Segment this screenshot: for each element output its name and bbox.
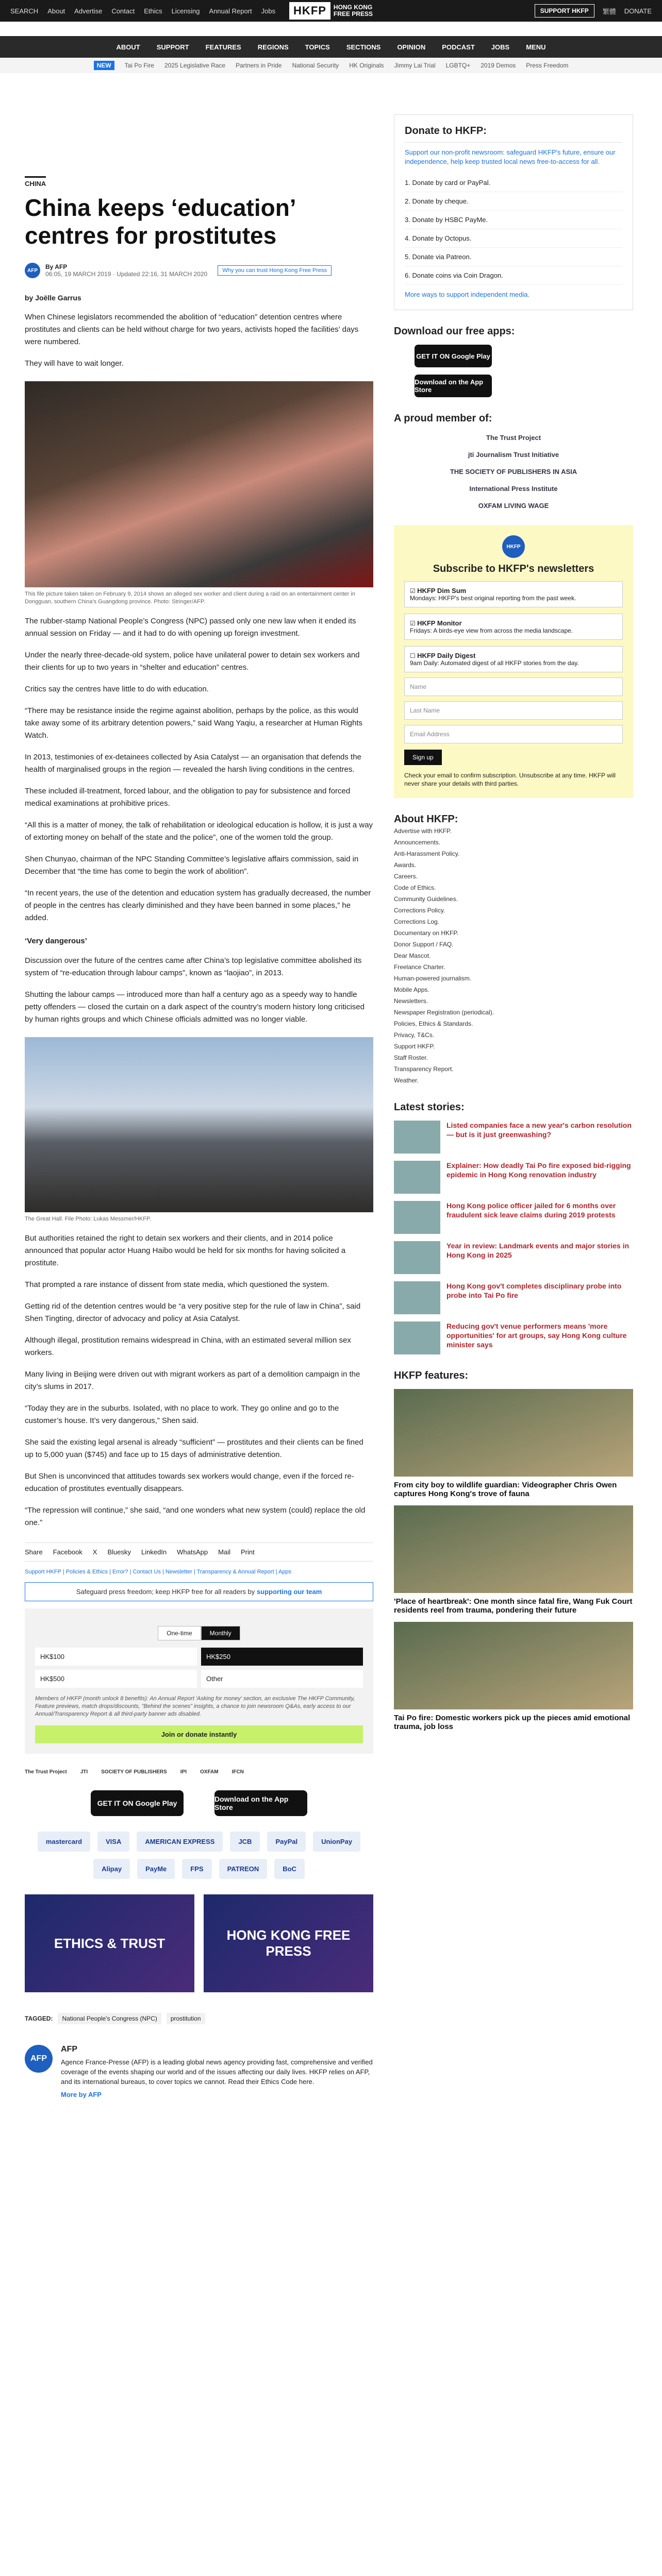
about-link[interactable]: Support HKFP.: [394, 1043, 435, 1050]
top-link-6[interactable]: Jobs: [261, 7, 276, 15]
nav-item-menu[interactable]: MENU: [526, 43, 546, 51]
paragraph: “There may be resistance inside the regime against abolition, perhaps by the police, as this would take away some of its arbitrary detention powers,” said Wang Yaqiu, a researcher at Human Rights Watch.: [25, 706, 363, 740]
share-linkedin[interactable]: LinkedIn: [141, 1548, 167, 1556]
paragraph: Many living in Beijing were driven out with migrant workers as part of a demolition campaign in the city’s slums in 2017.: [25, 1370, 360, 1391]
payment-logo: VISA: [97, 1832, 129, 1852]
story-headline[interactable]: Hong Kong police officer jailed for 6 months over fraudulent sick leave claims during 2019 protests: [446, 1201, 616, 1219]
newsletter-note: Check your email to confirm subscription. Unsubscribe at any time. HKFP will never share your details with third parties.: [404, 772, 616, 787]
partner-logos: [25, 1769, 373, 1775]
paragraph: Discussion over the future of the centres came after China’s top legislative committee abolished its system of “re-education through labour camps”, known as “laojiao”, in 2013.: [25, 956, 362, 977]
nav-item-podcast[interactable]: PODCAST: [442, 43, 475, 51]
share-print[interactable]: Print: [240, 1548, 255, 1556]
top-link-3[interactable]: Ethics: [144, 7, 162, 15]
last-name-field[interactable]: Last Name: [404, 701, 623, 720]
newsletter-logo: HKFP: [502, 535, 525, 558]
author-bio: Agence France-Presse (AFP) is a leading global news agency providing fast, comprehensive and verified coverage of the events shaping our world and of the issues affecting our daily lives. HKFP relies on AFP, and its international bureaus, to cover topics we cannot. Read their Ethics Code here.: [61, 2058, 373, 2086]
amount-option[interactable]: Other: [201, 1670, 363, 1688]
story-thumbnail[interactable]: [394, 1281, 440, 1314]
share-facebook[interactable]: Facebook: [53, 1548, 82, 1556]
frequency-toggle: [35, 1626, 363, 1640]
latest-story[interactable]: [394, 1241, 633, 1274]
section-tag[interactable]: CHINA: [25, 176, 46, 188]
donate-option[interactable]: 6. Donate coins via Coin Dragon.: [405, 266, 622, 285]
payment-logo: BoC: [274, 1859, 305, 1879]
partner-logo[interactable]: JTI: [80, 1769, 88, 1775]
features-title: HKFP features:: [394, 1370, 469, 1381]
one-time-tab[interactable]: One-time: [158, 1626, 201, 1640]
tag-link[interactable]: prostitution: [167, 2013, 205, 2024]
article-title: China keeps ‘education’ centres for prostitutes: [25, 194, 295, 249]
paragraph: In 2013, testimonies of ex-detainees collected by Asia Catalyst — an organisation that defends the health of marginalised groups in the region — revealed the harsh living conditions in the centres.: [25, 753, 361, 774]
new-badge: NEW: [94, 61, 114, 70]
about-link[interactable]: Newsletters.: [394, 997, 428, 1005]
proud-title: A proud member of:: [394, 413, 492, 424]
nav-item-opinion[interactable]: OPINION: [397, 43, 426, 51]
logo-line1: HONG KONG: [333, 4, 373, 11]
payment-logo: mastercard: [38, 1832, 90, 1852]
about-link[interactable]: Announcements.: [394, 839, 441, 846]
newsletter-option[interactable]: ☑ HKFP Dim Sum Mondays: HKFP's best original reporting from the past week.: [404, 581, 623, 607]
donate-option[interactable]: 3. Donate by HSBC PayMe.: [405, 211, 622, 229]
paragraph: But Shen is unconvinced that attitudes towards sex workers would change, even if the forced re-education of prostitutes eventually disappears.: [25, 1472, 354, 1493]
newsletter-title: Subscribe to HKFP's newsletters: [433, 563, 594, 574]
paragraph: “All this is a matter of money, the talk of rehabilitation or ideological education is hollow, it is just a way of extorting money on behalf of the state and the police”, one of the women told the group.: [25, 821, 373, 842]
top-bar: [0, 0, 662, 22]
payment-logo: UnionPay: [313, 1832, 360, 1852]
site-logo[interactable]: [289, 2, 373, 20]
nav-item-regions[interactable]: REGIONS: [257, 43, 289, 51]
tags: [25, 2013, 373, 2024]
about-link[interactable]: Advertise with HKFP.: [394, 827, 452, 835]
partner-logo[interactable]: IFCN: [231, 1769, 244, 1775]
about-title: About HKFP:: [394, 814, 458, 825]
about-link[interactable]: Careers.: [394, 873, 418, 880]
paragraph: These included ill-treatment, forced labour, and the obligation to pay for subsistence and forced medical examinations at prohibitive prices.: [25, 787, 351, 808]
trending-link[interactable]: 2025 Legislative Race: [164, 62, 226, 69]
story-headline[interactable]: Explainer: How deadly Tai Po fire exposed bid-rigging epidemic in Hong Kong renovation industry: [446, 1161, 631, 1179]
join-button[interactable]: Join or donate instantly: [35, 1725, 363, 1743]
about-link[interactable]: Corrections Policy.: [394, 907, 445, 914]
updated-date: Updated 22:16, 31 MARCH 2020: [117, 270, 208, 278]
trending-link[interactable]: 2019 Demos: [481, 62, 516, 69]
latest-list: [394, 1121, 633, 1354]
amount-option-selected[interactable]: HK$250: [201, 1648, 363, 1666]
member-logo[interactable]: OXFAM LIVING WAGE: [478, 502, 549, 510]
about-link[interactable]: Code of Ethics.: [394, 884, 436, 891]
about-list: [394, 825, 633, 1086]
newsletter-name: HKFP Daily Digest: [417, 652, 476, 659]
author-name[interactable]: AFP: [61, 2045, 77, 2054]
partner-logo[interactable]: OXFAM: [200, 1769, 219, 1775]
trending-link[interactable]: HK Originals: [349, 62, 384, 69]
paragraph: When Chinese legislators recommended the abolition of “education” detention centres where prostitutes and clients can be held without charge for two years, activists hoped the facilities’ days were numbered.: [25, 313, 359, 346]
nav-item-about[interactable]: ABOUT: [116, 43, 140, 51]
partner-logo[interactable]: IPI: [180, 1769, 187, 1775]
lang-link[interactable]: 繁體: [602, 7, 616, 15]
trending-link[interactable]: Press Freedom: [526, 62, 569, 69]
share-bar: [25, 1543, 373, 1562]
member-logo[interactable]: The Trust Project: [486, 434, 541, 442]
newsletter-name: HKFP Dim Sum: [417, 587, 467, 595]
more-by-author[interactable]: More by AFP: [61, 2091, 102, 2098]
partner-logo[interactable]: The Trust Project: [25, 1769, 67, 1775]
newsletter-desc: Mondays: HKFP's best original reporting from the past week.: [410, 595, 576, 602]
paragraph: The rubber-stamp National People’s Congress (NPC) passed only one new law when it ended its annual session on Friday — and it had to do with opening up foreign investment.: [25, 617, 356, 638]
amount-options: [35, 1648, 363, 1688]
payment-logo: PATREON: [219, 1859, 268, 1879]
about-link[interactable]: Freelance Charter.: [394, 963, 445, 971]
latest-story[interactable]: [394, 1321, 633, 1354]
more-ways-link[interactable]: More ways to support independent media.: [405, 291, 530, 298]
latest-story[interactable]: [394, 1281, 633, 1314]
footer-links[interactable]: Support HKFP | Policies & Ethics | Error? | Contact Us | Newsletter | Transparency & Annual Report | Apps: [25, 1569, 292, 1575]
author-box: [25, 2045, 373, 2099]
story-headline[interactable]: Listed companies face a new year's carbon resolution — but is it just greenwashing?: [446, 1121, 632, 1139]
about-link[interactable]: Dear Mascot.: [394, 952, 431, 959]
app-store-badge[interactable]: Download on the App Store: [415, 375, 492, 397]
share-mail[interactable]: Mail: [218, 1548, 230, 1556]
top-link-4[interactable]: Licensing: [171, 7, 200, 15]
amount-option[interactable]: HK$100: [35, 1648, 197, 1666]
paragraph: Critics say the centres have little to do with education.: [25, 685, 209, 693]
trending-bar: [0, 58, 662, 73]
about-link[interactable]: Anti-Harassment Policy.: [394, 850, 460, 857]
author-line: by Joëlle Garrus: [25, 294, 81, 302]
member-logo[interactable]: jti Journalism Trust Initiative: [468, 451, 559, 459]
logo-box: HKFP: [289, 2, 330, 20]
paragraph: Shen Chunyao, chairman of the NPC Standing Committee’s legislative affairs commission, said in December that “the time has come to begin the work of abolition”.: [25, 855, 359, 876]
about-link[interactable]: Transparency Report.: [394, 1065, 454, 1073]
email-field[interactable]: Email Address: [404, 725, 623, 743]
trending-link[interactable]: Partners in Pride: [236, 62, 282, 69]
latest-story[interactable]: [394, 1201, 633, 1234]
payment-logo: Alipay: [93, 1859, 130, 1879]
monthly-tab[interactable]: Monthly: [201, 1626, 240, 1640]
feature-headline[interactable]: 'Place of heartbreak': One month since fatal fire, Wang Fuk Court residents reel from trauma, pondering their future: [394, 1597, 633, 1615]
story-thumbnail[interactable]: [394, 1321, 440, 1354]
latest-story[interactable]: [394, 1121, 633, 1154]
app-store-badges: [25, 1790, 373, 1816]
donate-option[interactable]: 1. Donate by card or PayPal.: [405, 174, 622, 192]
logo-text: [334, 4, 373, 18]
paragraph: Although illegal, prostitution remains widespread in China, with an estimated several million sex workers.: [25, 1336, 351, 1357]
about-link[interactable]: Mobile Apps.: [394, 986, 429, 993]
share-whatsapp[interactable]: WhatsApp: [177, 1548, 208, 1556]
paragraph: “In recent years, the use of the detention and education system has gradually decreased, the number of people in the centres has clearly diminished and they have been banned in some places,” he added.: [25, 889, 371, 922]
paragraph: Getting rid of the detention centres would be “a very positive step for the rule of law in China”, said Shen Tingting, director of advocacy and policy at Asia Catalyst.: [25, 1302, 361, 1323]
member-logos: [394, 434, 633, 510]
paragraph: Shutting the labour camps — introduced more than half a century ago as a speedy way to handle petty offenders — closed the curtain on a dark aspect of the country’s modern history long criticised by human rights groups and which Chinese officials admitted was no longer viable.: [25, 990, 365, 1024]
story-headline[interactable]: Year in review: Landmark events and major stories in Hong Kong in 2025: [446, 1242, 630, 1259]
nav-item-support[interactable]: SUPPORT: [156, 43, 189, 51]
about-link[interactable]: Community Guidelines.: [394, 895, 458, 903]
story-thumbnail[interactable]: [394, 1241, 440, 1274]
story-headline[interactable]: Hong Kong gov't completes disciplinary probe into probe into Tai Po fire: [446, 1282, 622, 1299]
about-link[interactable]: Documentary on HKFP.: [394, 929, 459, 937]
payment-logo: AMERICAN EXPRESS: [137, 1832, 223, 1852]
article: [25, 73, 373, 2099]
donate-panel: [394, 114, 633, 310]
nav-item-jobs[interactable]: JOBS: [491, 43, 510, 51]
newsletter-signup: [394, 525, 633, 798]
donate-link[interactable]: DONATE: [624, 7, 652, 15]
newsletter-option[interactable]: ☐ HKFP Daily Digest 9am Daily: Automated digest of all HKFP stories from the day.: [404, 646, 623, 672]
subheading: ‘Very dangerous’: [25, 937, 87, 945]
story-thumbnail[interactable]: [394, 1161, 440, 1194]
feature-headline[interactable]: Tai Po fire: Domestic workers pick up the pieces amid emotional trauma, job loss: [394, 1714, 631, 1731]
apps-title: Download our free apps:: [394, 326, 515, 337]
amount-option[interactable]: HK$500: [35, 1670, 197, 1688]
promo-link[interactable]: supporting our team: [256, 1588, 322, 1596]
about-link[interactable]: Weather.: [394, 1077, 419, 1084]
nav-item-sections[interactable]: SECTIONS: [346, 43, 381, 51]
paragraph: “The repression will continue,” she said, “and one wonders what new system (could) replace the old one.”: [25, 1506, 366, 1527]
publish-date: 06:05, 19 MARCH 2019: [45, 270, 111, 278]
newsletter-name: HKFP Monitor: [417, 619, 462, 627]
signup-button[interactable]: Sign up: [404, 750, 442, 765]
share-label: Share: [25, 1548, 43, 1556]
paragraph: “Today they are in the suburbs. Isolated, with no place to work. They go online and go to the customer’s house. It’s very dangerous,” Shen said.: [25, 1404, 339, 1425]
photo-caption: This file picture taken taken on February 9, 2014 shows an alleged sex worker and client during a raid on an entertainment center in Dongguan, southern China's Guangdong province. Photo: Stringer/AFP.: [25, 591, 355, 605]
feature-image[interactable]: [394, 1622, 633, 1709]
article-photo: [25, 381, 373, 587]
photo-caption: The Great Hall. File Photo: Lukas Messmer/HKFP.: [25, 1216, 151, 1222]
payment-logo: PayPal: [267, 1832, 306, 1852]
promo-banners: [25, 1894, 373, 1992]
story-thumbnail[interactable]: [394, 1121, 440, 1154]
feature-image[interactable]: [394, 1505, 633, 1593]
search-link[interactable]: SEARCH: [10, 7, 39, 15]
about-link[interactable]: Staff Roster.: [394, 1054, 428, 1061]
support-button[interactable]: SUPPORT HKFP: [535, 4, 594, 18]
members-note: Members of HKFP (month unlock 8 benefits): An Annual Report 'Asking for money' section, an exclusive The HKFP Community, Feature previews, match drops/discounts, "Behind the scenes" insights, a chance to join newsroom Q&As, early access to our Annual/Transparency Report & all third-party banner ads disabled.: [35, 1696, 355, 1717]
hkfp-banner[interactable]: HONG KONG FREE PRESS: [204, 1894, 373, 1992]
latest-story[interactable]: [394, 1161, 633, 1194]
about-link[interactable]: Corrections Log.: [394, 918, 440, 925]
support-promo: [25, 1582, 373, 1601]
google-play-badge[interactable]: GET IT ON Google Play: [415, 345, 492, 367]
payment-logos: [25, 1832, 373, 1879]
top-link-0[interactable]: About: [47, 7, 65, 15]
sidebar: [394, 73, 633, 2099]
donate-option[interactable]: 4. Donate by Octopus.: [405, 229, 622, 248]
tag-link[interactable]: National People's Congress (NPC): [58, 2013, 161, 2024]
about-link[interactable]: Donor Support / FAQ.: [394, 941, 454, 948]
top-link-5[interactable]: Annual Report: [209, 7, 252, 15]
ethics-banner[interactable]: ETHICS & TRUST: [25, 1894, 194, 1992]
story-thumbnail[interactable]: [394, 1201, 440, 1234]
about-link[interactable]: Privacy, T&Cs.: [394, 1031, 435, 1039]
feature-image[interactable]: [394, 1389, 633, 1477]
paragraph: But authorities retained the right to detain sex workers and their clients, and in 2014 police announced that popular actor Huang Haibo would be held for six months for having solicited a prostitute.: [25, 1234, 346, 1267]
donate-title: Donate to HKFP:: [405, 125, 622, 143]
story-headline[interactable]: Reducing gov't venue performers means 'more opportunities' for art groups, say Hong Kong culture minister says: [446, 1322, 627, 1349]
trust-link[interactable]: Why you can trust Hong Kong Free Press: [218, 265, 332, 276]
payment-logo: JCB: [230, 1832, 260, 1852]
paragraph: She said the existing legal arsenal is already “sufficient” — prostitutes and their clients can be fined up to 5,000 yuan ($745) and face up to 15 days of administrative detention.: [25, 1438, 363, 1459]
trending-link[interactable]: National Security: [292, 62, 339, 69]
payment-logo: PayMe: [137, 1859, 175, 1879]
google-play-badge[interactable]: GET IT ON Google Play: [91, 1790, 184, 1816]
newsletter-desc: 9am Daily: Automated digest of all HKFP stories from the day.: [410, 659, 579, 667]
top-link-2[interactable]: Contact: [111, 7, 135, 15]
top-link-1[interactable]: Advertise: [74, 7, 103, 15]
logo-line2: FREE PRESS: [333, 10, 373, 18]
about-link[interactable]: Awards.: [394, 861, 417, 869]
paragraph: Under the nearly three-decade-old system, police have unilateral power to detain sex workers and their clients for up to two years in “shelter and education” centres.: [25, 651, 360, 672]
latest-title: Latest stories:: [394, 1101, 465, 1113]
name-field[interactable]: Name: [404, 677, 623, 696]
about-link[interactable]: Newspaper Registration (periodical).: [394, 1009, 494, 1016]
payment-logo: FPS: [182, 1859, 211, 1879]
author-avatar[interactable]: AFP: [25, 263, 40, 278]
trending-link[interactable]: LGBTQ+: [445, 62, 471, 69]
newsletter-option[interactable]: ☑ HKFP Monitor Fridays: A birds-eye view from across the media landscape.: [404, 614, 623, 640]
donate-text-link[interactable]: Support our non-profit newsroom: safeguard HKFP's future, ensure our independence, help keep trusted local news free-to-access for all.: [405, 148, 616, 165]
member-logo[interactable]: International Press Institute: [469, 485, 558, 493]
article-photo: [25, 1037, 373, 1212]
share-x[interactable]: X: [92, 1548, 97, 1556]
trending-link[interactable]: Tai Po Fire: [124, 62, 155, 69]
newsletter-desc: Fridays: A birds-eye view from across the media landscape.: [410, 627, 573, 634]
paragraph: That prompted a rare instance of dissent from state media, which questioned the system.: [25, 1280, 329, 1289]
share-bluesky[interactable]: Bluesky: [107, 1548, 131, 1556]
donate-options: [405, 174, 622, 285]
byline-name[interactable]: By AFP: [45, 263, 68, 270]
donate-option[interactable]: 2. Donate by cheque.: [405, 192, 622, 211]
member-logo[interactable]: THE SOCIETY OF PUBLISHERS IN ASIA: [450, 468, 577, 476]
main-nav: [0, 36, 662, 58]
about-link[interactable]: Human-powered journalism.: [394, 975, 472, 982]
nav-item-topics[interactable]: TOPICS: [305, 43, 330, 51]
nav-item-features[interactable]: FEATURES: [205, 43, 241, 51]
feature-headline[interactable]: From city boy to wildlife guardian: Videographer Chris Owen captures Hong Kong's trove of fauna: [394, 1481, 617, 1498]
author-avatar[interactable]: AFP: [25, 2045, 53, 2073]
tagged-label: TAGGED:: [25, 2015, 53, 2022]
promo-text: Safeguard press freedom; keep HKFP free for all readers by: [76, 1588, 255, 1596]
byline: AFP By AFP 06:05, 19 MARCH 2019 · Updated 22:16, 31 MARCH 2020 Why you can trust Hong Kong Free Press: [25, 263, 373, 278]
donate-option[interactable]: 5. Donate via Patreon.: [405, 248, 622, 266]
app-store-badge[interactable]: Download on the App Store: [214, 1790, 307, 1816]
trending-link[interactable]: Jimmy Lai Trial: [394, 62, 436, 69]
paragraph: They will have to wait longer.: [25, 359, 124, 368]
donate-widget: [25, 1608, 373, 1754]
features-list: [394, 1389, 633, 1731]
about-link[interactable]: Policies, Ethics & Standards.: [394, 1020, 473, 1027]
partner-logo[interactable]: SOCIETY OF PUBLISHERS: [101, 1769, 167, 1775]
